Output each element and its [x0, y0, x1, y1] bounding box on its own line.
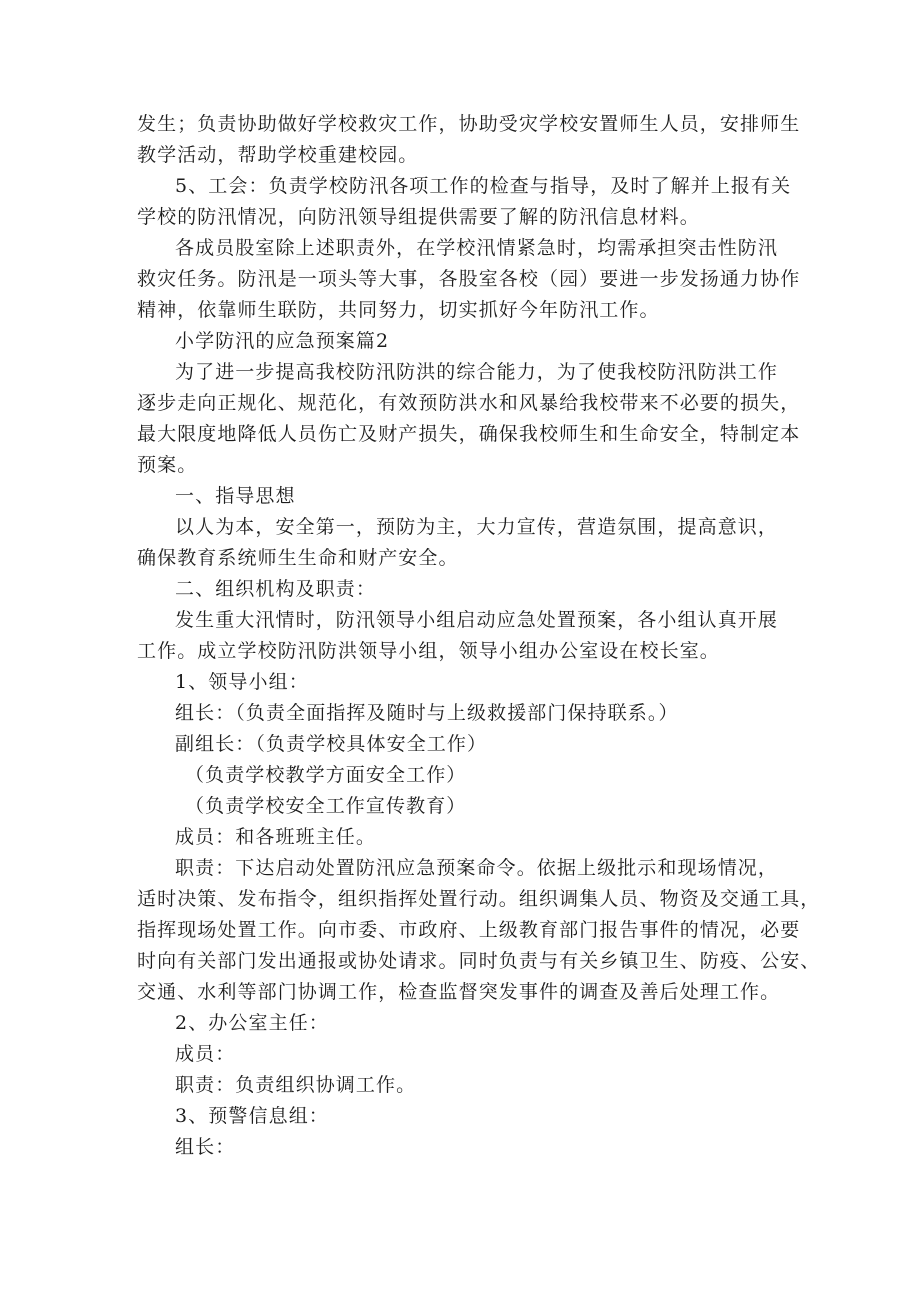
text-line: 组长： — [175, 1136, 236, 1158]
text-line: 工作。成立学校防汛防洪领导小组，领导小组办公室设在校长室。 — [137, 640, 720, 662]
text-line: 成员：和各班班主任。 — [175, 826, 377, 848]
text-line: 教学活动，帮助学校重建校园。 — [137, 144, 419, 166]
document-body — [137, 109, 821, 1163]
text-line: 适时决策、发布指令，组织指挥处置行动。组织调集人员、物资及交通工具， — [137, 888, 821, 910]
text-line: 指挥现场处置工作。向市委、市政府、上级教育部门报告事件的情况，必要 — [137, 919, 801, 941]
text-line: 时向有关部门发出通报或协处请求。同时负责与有关乡镇卫生、防疫、公安、 — [137, 950, 821, 972]
subsection-heading: 2、办公室主任： — [175, 1012, 329, 1034]
text-line: 最大限度地降低人员伤亡及财产损失，确保我校师生和生命安全，特制定本 — [137, 423, 801, 445]
text-line: 副组长：（负责学校具体安全工作） — [175, 733, 488, 755]
text-line: 救灾任务。防汛是一项头等大事，各股室各校（园）要进一步发扬通力协作 — [137, 268, 801, 290]
text-line: 组长：（负责全面指挥及随时与上级救援部门保持联系。） — [175, 702, 679, 724]
subsection-heading: 1、领导小组： — [175, 671, 309, 693]
text-line: 交通、水利等部门协调工作，检查监督突发事件的调查及善后处理工作。 — [137, 981, 781, 1003]
text-line: 职责：负责组织协调工作。 — [175, 1074, 417, 1096]
text-line: （负责学校安全工作宣传教育） — [185, 795, 467, 817]
text-line: 逐步走向正规化、规范化，有效预防洪水和风暴给我校带来不必要的损失， — [137, 392, 801, 414]
text-line: 以人为本，安全第一，预防为主，大力宣传，营造氛围，提高意识， — [175, 516, 779, 538]
text-line: 5、工会：负责学校防汛各项工作的检查与指导，及时了解并上报有关 — [175, 175, 792, 197]
text-line: 发生重大汛情时，防汛领导小组启动应急处置预案，各小组认真开展 — [175, 609, 779, 631]
text-line: 成员： — [175, 1043, 236, 1065]
text-line: 发生；负责协助做好学校救灾工作，协助受灾学校安置师生人员，安排师生 — [137, 113, 801, 135]
text-line: 确保教育系统师生生命和财产安全。 — [137, 547, 459, 569]
text-line: 各成员股室除上述职责外，在学校汛情紧急时，均需承担突击性防汛 — [175, 237, 779, 259]
text-line: 精神，依靠师生联防，共同努力，切实抓好今年防汛工作。 — [137, 299, 660, 321]
text-line: 职责：下达启动处置防汛应急预案命令。依据上级批示和现场情况， — [175, 857, 779, 879]
text-line: （负责学校教学方面安全工作） — [185, 764, 467, 786]
text-line: 学校的防汛情况，向防汛领导组提供需要了解的防汛信息材料。 — [137, 206, 700, 228]
section-heading: 二、组织机构及职责： — [175, 578, 377, 600]
text-line: 为了进一步提高我校防汛防洪的综合能力，为了使我校防汛防洪工作 — [175, 361, 779, 383]
section-heading: 一、指导思想 — [175, 485, 296, 507]
subsection-heading: 3、预警信息组： — [175, 1105, 329, 1127]
section-heading: 小学防汛的应急预案篇2 — [175, 330, 390, 352]
text-line: 预案。 — [137, 454, 198, 476]
